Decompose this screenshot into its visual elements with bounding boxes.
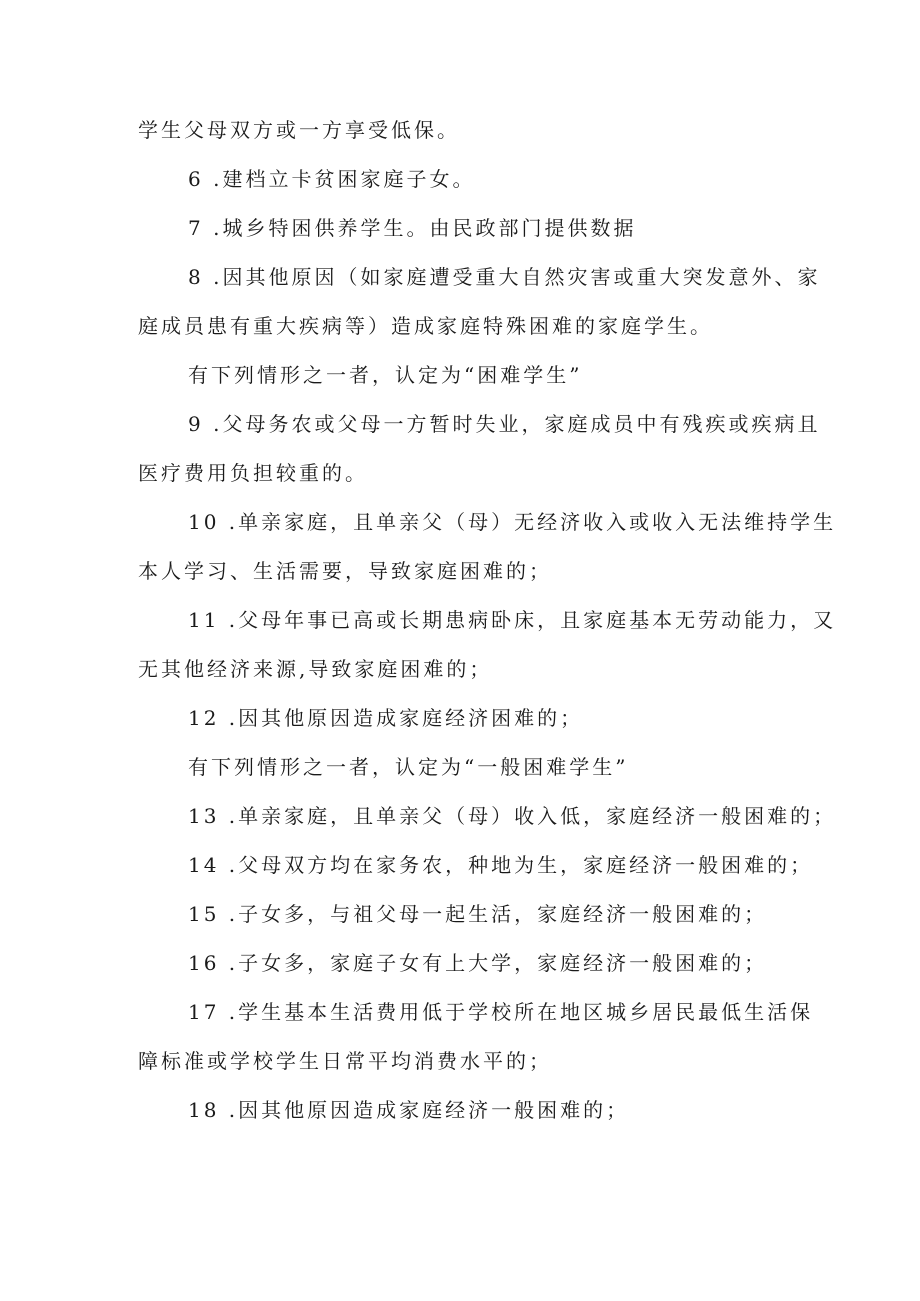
list-item-15: 15 .子女多，与祖父母一起生活，家庭经济一般困难的； — [188, 902, 768, 926]
list-item-11: 11 .父母年事已高或长期患病卧床，且家庭基本无劳动能力，又 — [188, 608, 837, 632]
list-item-8: 8 .因其他原因（如家庭遭受重大自然灾害或重大突发意外、家 — [188, 265, 821, 289]
section-heading-general: 有下列情形之一者，认定为“一般困难学生” — [188, 755, 629, 779]
text-line: 学生父母双方或一方享受低保。 — [138, 118, 460, 142]
list-item-14: 14 .父母双方均在家务农，种地为生，家庭经济一般困难的； — [188, 853, 814, 877]
list-item-9-continued: 医疗费用负担较重的。 — [138, 461, 368, 485]
list-item-13: 13 .单亲家庭，且单亲父（母）收入低，家庭经济一般困难的； — [188, 804, 837, 828]
list-item-12: 12 .因其他原因造成家庭经济困难的； — [188, 706, 584, 730]
list-item-9: 9 .父母务农或父母一方暂时失业，家庭成员中有残疾或疾病且 — [188, 412, 821, 436]
list-item-18: 18 .因其他原因造成家庭经济一般困难的； — [188, 1098, 630, 1122]
document-body — [138, 112, 837, 1128]
list-item-8-continued: 庭成员患有重大疾病等）造成家庭特殊困难的家庭学生。 — [138, 314, 713, 338]
list-item-16: 16 .子女多，家庭子女有上大学，家庭经济一般困难的； — [188, 951, 768, 975]
list-item-17-continued: 障标准或学校学生日常平均消费水平的； — [138, 1049, 552, 1073]
list-item-6: 6 .建档立卡贫困家庭子女。 — [188, 167, 476, 191]
section-heading-difficult: 有下列情形之一者，认定为“困难学生” — [188, 363, 583, 387]
list-item-10-continued: 本人学习、生活需要，导致家庭困难的； — [138, 559, 552, 583]
list-item-11-continued: 无其他经济来源,导致家庭困难的； — [138, 657, 493, 681]
list-item-7: 7 .城乡特困供养学生。由民政部门提供数据 — [188, 216, 637, 240]
list-item-10: 10 .单亲家庭，且单亲父（母）无经济收入或收入无法维持学生 — [188, 510, 837, 534]
list-item-17: 17 .学生基本生活费用低于学校所在地区城乡居民最低生活保 — [188, 1000, 814, 1024]
